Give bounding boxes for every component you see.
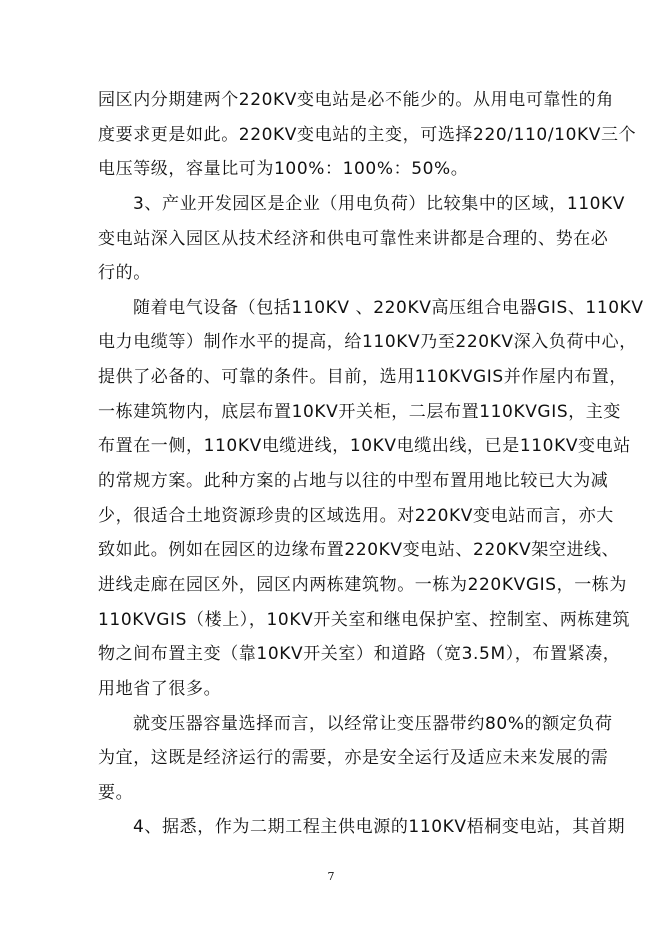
text-line: 电力电缆等）制作水平的提高，给110KV乃至220KV深入负荷中心，: [98, 332, 637, 352]
text-line: 园区内分期建两个220KV变电站是必不能少的。从用电可靠性的角: [98, 90, 614, 110]
text-line: 变电站深入园区从技术经济和供电可靠性来讲都是合理的、势在必: [98, 229, 609, 249]
text-line: 行的。: [98, 263, 151, 283]
text-line: 布置在一侧，110KV电缆进线，10KV电缆出线，已是110KV变电站: [98, 436, 631, 456]
text-line: 电压等级，容量比可为100%：100%：50%。: [98, 159, 469, 179]
text-line: 物之间布置主变（靠10KV开关室）和道路（宽3.5M），布置紧凑，: [98, 644, 621, 664]
text-line: 提供了必备的、可靠的条件。目前，选用110KVGIS并作屋内布置，: [98, 367, 628, 387]
text-line: 3、产业开发园区是企业（用电负荷）比较集中的区域，110KV: [133, 194, 626, 214]
text-line: 用地省了很多。: [98, 679, 222, 699]
text-line: 的常规方案。此种方案的占地与以往的中型布置用地比较已大为减: [98, 471, 609, 491]
text-line: 为宜，这既是经济运行的需要，亦是安全运行及适应未来发展的需: [98, 748, 609, 768]
page-number: 7: [327, 870, 335, 883]
text-line: 进线走廊在园区外，园区内两栋建筑物。一栋为220KVGIS，一栋为: [98, 575, 628, 595]
text-line: 110KVGIS（楼上），10KV开关室和继电保护室、控制室、两栋建筑: [98, 610, 631, 630]
text-line: 度要求更是如此。220KV变电站的主变，可选择220/110/10KV三个: [98, 125, 637, 145]
text-line: 4、据悉，作为二期工程主供电源的110KV梧桐变电站，其首期: [133, 817, 626, 837]
text-line: 致如此。例如在园区的边缘布置220KV变电站、220KV架空进线、: [98, 540, 620, 560]
text-line: 一栋建筑物内，底层布置10KV开关柜，二层布置110KVGIS，主变: [98, 402, 622, 422]
text-line: 随着电气设备（包括110KV 、220KV高压组合电器GIS、110KV: [133, 298, 644, 318]
text-line: 要。: [98, 783, 134, 803]
text-line: 就变压器容量选择而言，以经常让变压器带约80%的额定负荷: [133, 714, 613, 734]
text-line: 少，很适合土地资源珍贵的区域选用。对220KV变电站而言，亦大: [98, 506, 614, 526]
